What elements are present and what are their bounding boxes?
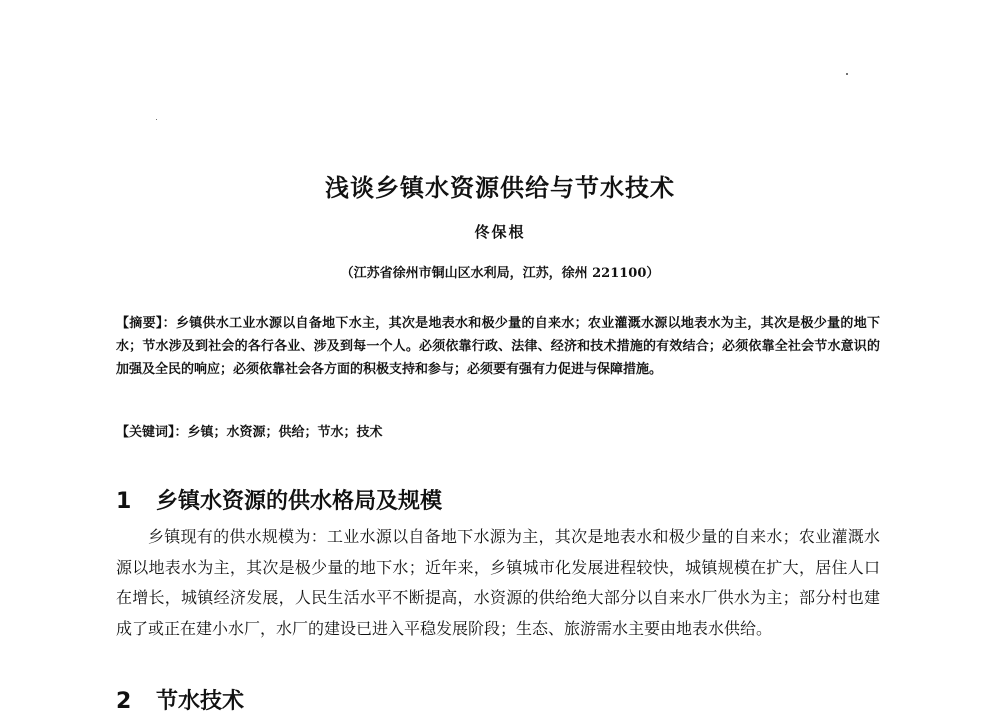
keywords-label: 【关键词】： bbox=[116, 425, 188, 440]
section-title: 节水技术 bbox=[156, 689, 245, 714]
section-heading-2 bbox=[116, 684, 244, 715]
keywords bbox=[116, 423, 880, 443]
section-title: 乡镇水资源的供水格局及规模 bbox=[156, 489, 443, 514]
section-heading-1 bbox=[116, 484, 442, 515]
scan-speck bbox=[156, 119, 157, 120]
abstract-label: 【摘要】： bbox=[116, 316, 176, 331]
scan-speck bbox=[846, 73, 848, 75]
section-number: 2 bbox=[116, 689, 132, 714]
section-1-paragraph: 乡镇现有的供水规模为：工业水源以自备地下水源为主，其次是地表水和极少量的自来水；农业灌溉水源以地表水为主，其次是极少量的地下水；近年来，乡镇城市化发展进程较快，城镇规模在扩大，居住人口在增长，城镇经济发展，人民生活水平不断提高，水资源的供给绝大部分以自来水厂供水为主；部分村也建成了或正在建小水厂，水厂的建设已进入平稳发展阶段；生态、旅游需水主要由地表水供给。 bbox=[116, 527, 880, 638]
keywords-text: 乡镇；水资源；供给；节水；技术 bbox=[187, 425, 383, 440]
abstract bbox=[116, 312, 880, 381]
author-name: 佟保根 bbox=[474, 223, 526, 241]
abstract-text: 乡镇供水工业水源以自备地下水主，其次是地表水和极少量的自来水；农业灌溉水源以地表水为主，其次是极少量的地下水；节水涉及到社会的各行各业、涉及到每一个人。必须依靠行政、法律、经济和技术措施的有效结合；必须依靠全社会节水意识的加强及全民的响应；必须依靠社会各方面的积极支持和参与；必须要有强有力促进与保障措施。 bbox=[116, 316, 880, 377]
author-affiliation: （江苏省徐州市铜山区水利局，江苏，徐州 221100） bbox=[340, 266, 660, 281]
section-number: 1 bbox=[116, 489, 132, 514]
paper-title: 浅谈乡镇水资源供给与节水技术 bbox=[325, 174, 675, 202]
